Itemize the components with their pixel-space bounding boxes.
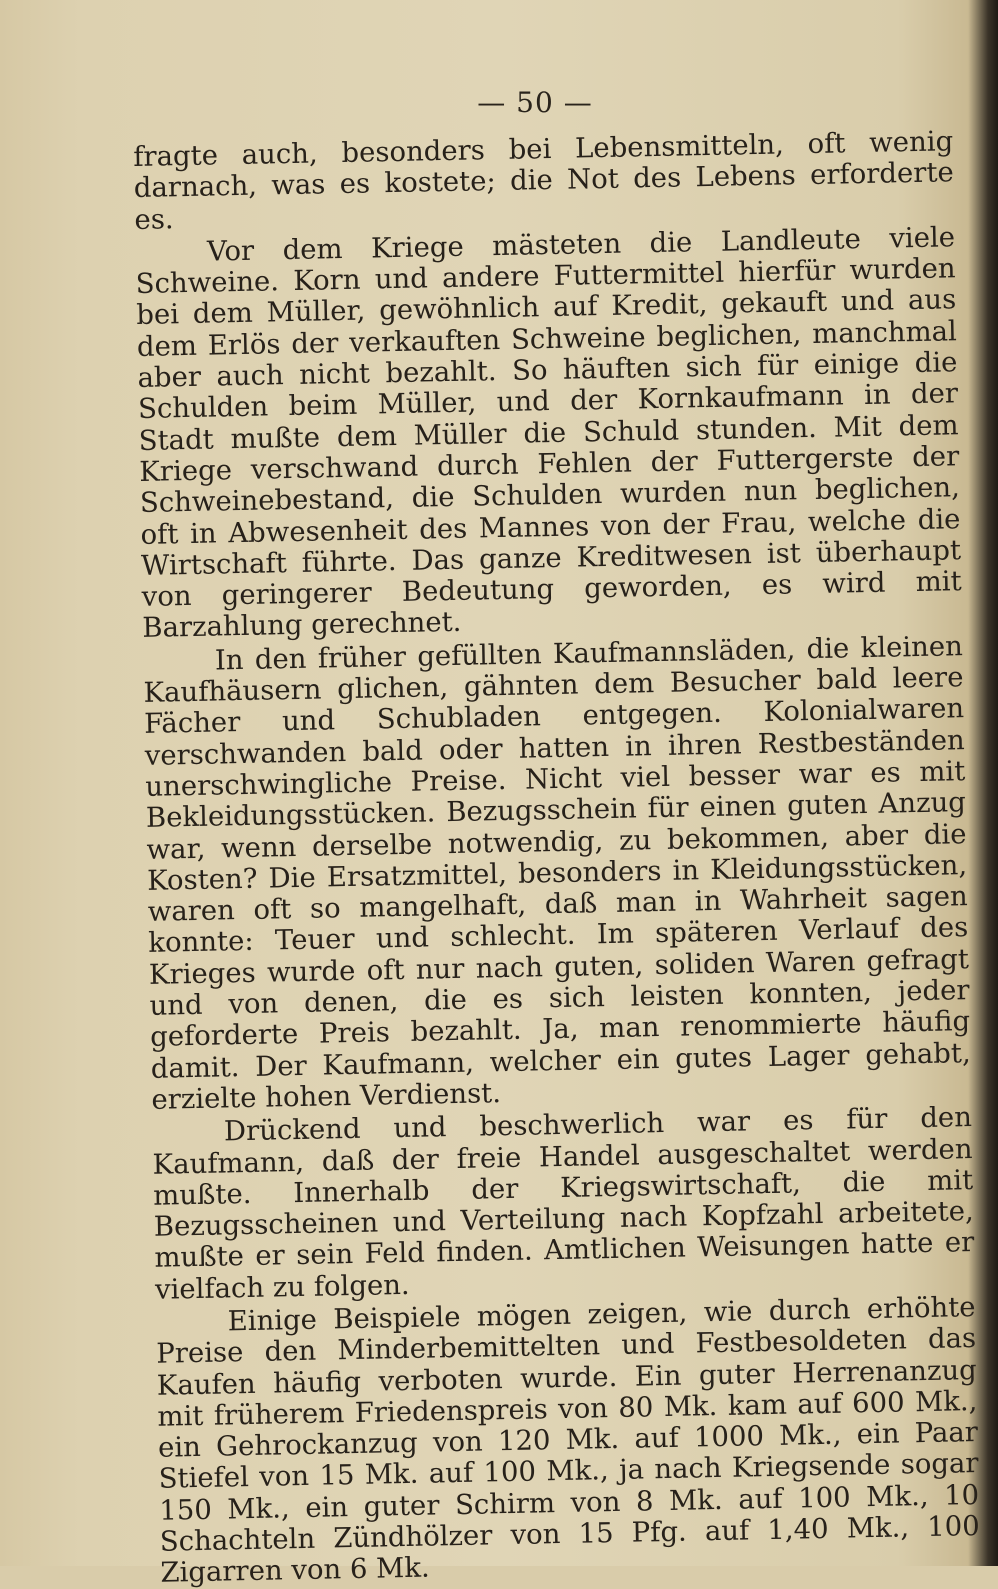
paragraph: Drückend und beschwerlich war es für den Kaufmann, daß der freie Handel ausgeschaltet werden mußte. Innerhalb der Kriegswirtschaft, die mit Bezugsscheinen und Verteilung nach Kopfzahl arbeitete, mußte er sein Feld finden. Amtlichen Weisungen hatte er vielfach zu folgen. — [152, 1101, 975, 1306]
paragraph: Vor dem Kriege mästeten die Landleute viele Schweine. Korn und andere Futtermittel hierfür wurden bei dem Müller, gewöhnlich auf Kredit, gekauft und aus dem Erlös der verkauften Schweine beglichen, manchmal aber auch nicht bezahlt. So häuften sich für einige die Schulden beim Müller, und der Kornkaufmann in der Stadt mußte dem Müller die Schuld stunden. Mit dem Kriege verschwand durch Fehlen der Futtergerste der Schweinebestand, die Schulden wurden nun beglichen, oft in Abwesenheit des Mannes von der Frau, welche die Wirtschaft führte. Das ganze Kreditwesen ist überhaupt von geringerer Bedeutung geworden, es wird mit Barzahlung gerechnet. — [135, 221, 962, 645]
body-text — [133, 126, 981, 1589]
paragraph: Einige Beispiele mögen zeigen, wie durch erhöhte Preise den Minderbemittelten und Festbesoldeten das Kaufen häufig verboten wurde. Ein guter Herrenanzug mit früherem Friedenspreis von 80 Mk. kam auf 600 Mk., ein Gehrockanzug von 120 Mk. auf 1000 Mk., ein Paar Stiefel von 15 Mk. auf 100 Mk., ja nach Kriegsende sogar 150 Mk., ein guter Schirm von 8 Mk. auf 100 Mk., 10 Schachteln Zündhölzer von 15 Pfg. auf 1,40 Mk., 100 Zigarren von 6 Mk. — [155, 1291, 981, 1589]
paragraph: fragte auch, besonders bei Lebensmitteln, oft wenig darnach, was es kostete; die Not des Lebens erforderte es. — [132, 125, 955, 236]
paragraph: In den früher gefüllten Kaufmannsläden, die kleinen Kaufhäusern glichen, gähnten dem Besucher bald leere Fächer und Schubladen entgegen. Kolonialwaren verschwanden bald oder hatten in ihren Restbeständen unerschwingliche Preise. Nicht viel besser war es mit Bekleidungsstücken. Bezugsschein für einen guten Anzug war, wenn derselbe notwendig, zu bekommen, aber die Kosten? Die Ersatzmittel, besonders in Kleidungsstücken, waren oft so mangelhaft, daß man in Wahrheit sagen konnte: Teuer und schlecht. Im späteren Verlauf des Krieges wurde oft nur nach guten, soliden Waren gefragt und von denen, die es sich leisten konnten, jeder geforderte Preis bezahlt. Ja, man renommierte häufig damit. Der Kaufmann, welcher ein gutes Lager gehabt, erzielte hohen Verdienst. — [143, 629, 971, 1116]
page-number: — 50 — — [477, 86, 593, 119]
